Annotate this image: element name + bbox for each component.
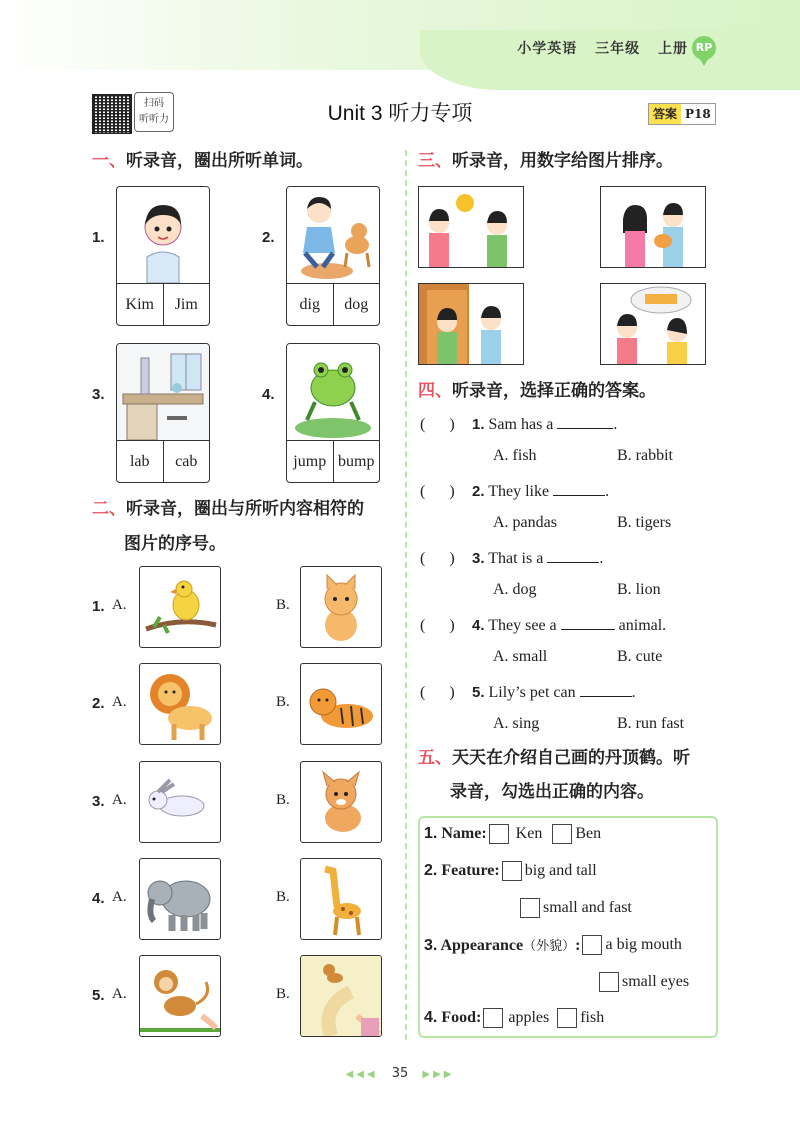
checkbox[interactable] [582, 935, 602, 955]
checkbox[interactable] [552, 824, 572, 844]
s1-q2-number: 2. [262, 229, 275, 246]
s4-q3-option-b[interactable]: B. lion [617, 581, 661, 598]
dog-image[interactable] [300, 761, 382, 843]
s1-card-4-words [287, 440, 379, 483]
s5-feature-option-2: small and fast [543, 899, 632, 916]
s5-feature-number: 2. [424, 862, 438, 879]
s4-q1-stem: Sam has a [488, 416, 554, 433]
word-option[interactable]: cab [163, 441, 210, 483]
word-option[interactable]: Jim [163, 284, 210, 326]
s4-q3-stem: That is a [488, 550, 544, 567]
s4-q1-end: . [613, 416, 618, 433]
column-divider [405, 150, 407, 1040]
s4-q1-number: 1. [472, 416, 485, 433]
s4-q2-option-a[interactable]: A. pandas [493, 514, 557, 531]
section-5-box [418, 816, 718, 1038]
s5-appearance-label: Appearance [440, 937, 524, 954]
elephant-image[interactable] [139, 858, 221, 940]
header-grade: 三年级 [595, 41, 641, 57]
section-2-text-2: 图片的序号。 [124, 534, 226, 554]
s4-q3-number: 3. [472, 550, 485, 567]
s1-card-4 [286, 343, 380, 483]
s2-q1-a-label[interactable]: A. [112, 597, 127, 613]
word-option[interactable]: lab [129, 453, 150, 470]
s1-q4-number: 4. [262, 386, 275, 403]
header-volume: 上册 [658, 41, 688, 57]
s2-q3-number: 3. [92, 793, 105, 810]
answer-blank[interactable] [547, 548, 599, 563]
s4-q1-option-a[interactable]: A. fish [493, 447, 537, 464]
s5-food-option-1: apples [508, 1009, 550, 1026]
s4-q2-end: . [605, 483, 610, 500]
s2-q4-b-label[interactable]: B. [276, 889, 290, 905]
s4-q5-option-b[interactable]: B. run fast [617, 715, 685, 732]
s5-food-option-2: fish [580, 1009, 605, 1026]
section-3-number: 三、 [418, 151, 452, 171]
s4-q2-number: 2. [472, 483, 485, 500]
rp-badge: RP [692, 36, 716, 60]
section-5-text-1: 天天在介绍自己画的丹顶鹤。听 [452, 748, 690, 768]
boy-digging-image [287, 187, 379, 283]
giraffe-image[interactable] [300, 858, 382, 940]
cat-image[interactable] [300, 566, 382, 648]
scene-kids-sun[interactable] [418, 186, 524, 268]
s2-q5-a-label[interactable]: A. [112, 986, 127, 1002]
checkbox[interactable] [520, 898, 540, 918]
s2-q3-b-label[interactable]: B. [276, 792, 290, 808]
s5-appearance-row-2 [597, 972, 689, 992]
s4-q1-option-b[interactable]: B. rabbit [617, 447, 673, 464]
s5-name-number: 1. [424, 825, 438, 842]
section-1-number: 一、 [92, 151, 126, 171]
s4-q4-end: animal. [618, 617, 667, 634]
word-option[interactable]: jump [293, 453, 327, 470]
word-option[interactable]: bump [333, 441, 380, 483]
s2-q2-number: 2. [92, 695, 105, 712]
s4-q4-option-a[interactable]: A. small [493, 648, 548, 665]
s2-q5-number: 5. [92, 987, 105, 1004]
section-1-title [92, 147, 313, 175]
s2-q2-b-label[interactable]: B. [276, 694, 290, 710]
section-4-title [418, 377, 656, 405]
section-2-text-1: 听录音，圈出与所听内容相符的 [126, 499, 364, 519]
s4-q5-number: 5. [472, 684, 485, 701]
scan-label-line2: 听听力 [139, 114, 169, 125]
s4-q3: ( ) 3. That is a . [420, 550, 604, 567]
monkey-path-image[interactable] [300, 955, 382, 1037]
s1-card-2-words [287, 283, 379, 326]
s4-q4-stem: They see a [488, 617, 557, 634]
s4-q2-option-b[interactable]: B. tigers [617, 514, 672, 531]
s5-feature-option-1: big and tall [524, 862, 597, 879]
s5-name-option-1: Ken [515, 825, 543, 842]
s5-name-option-2: Ben [575, 825, 602, 842]
answer-blank[interactable] [561, 615, 615, 630]
word-option[interactable]: Kim [125, 296, 154, 313]
s5-appearance-number: 3. [424, 937, 438, 954]
s2-q1-number: 1. [92, 598, 105, 615]
s4-q2: ( ) 2. They like . [420, 483, 610, 500]
s4-q3-option-a[interactable]: A. dog [493, 581, 537, 598]
s4-q4: ( ) 4. They see a animal. [420, 617, 667, 634]
s4-q5-option-a[interactable]: A. sing [493, 715, 540, 732]
boy-portrait-image [117, 187, 209, 283]
section-4-number: 四、 [418, 381, 452, 401]
checkbox[interactable] [489, 824, 509, 844]
s5-food-row: 4. Food: apples fish [424, 1009, 605, 1026]
answer-label: 答案 [649, 104, 681, 124]
answer-tag[interactable] [648, 103, 716, 125]
s5-appearance-row: 3. Appearance（外貌）: a big mouth [424, 936, 682, 954]
frog-image [287, 344, 379, 440]
checkbox[interactable] [599, 972, 619, 992]
page-title: Unit 3 听力专项 [327, 102, 473, 125]
s4-q1: ( ) 1. Sam has a . [420, 416, 618, 433]
answer-page: P18 [685, 107, 711, 121]
word-option[interactable]: dog [333, 284, 380, 326]
s1-card-1-words [117, 283, 209, 326]
section-2-title [92, 495, 364, 523]
s5-feature-row-2 [518, 898, 632, 918]
s4-q5: ( ) 5. Lily’s pet can . [420, 684, 636, 701]
s4-q4-option-b[interactable]: B. cute [617, 648, 663, 665]
s5-name-label: Name [441, 825, 482, 842]
s1-card-3-words [117, 440, 209, 483]
scene-kids-door[interactable] [418, 283, 524, 365]
checkbox[interactable] [483, 1008, 503, 1028]
section-2-number: 二、 [92, 499, 126, 519]
answer-blank[interactable] [580, 682, 632, 697]
monkey-image[interactable] [139, 955, 221, 1037]
section-3-text: 听录音，用数字给图片排序。 [452, 151, 673, 171]
s5-appearance-option-2: small eyes [622, 973, 690, 990]
section-1-text: 听录音，圈出所听单词。 [126, 151, 313, 171]
s1-card-3 [116, 343, 210, 483]
s4-q2-stem: They like [488, 483, 550, 500]
bird-image[interactable] [139, 566, 221, 648]
section-5-number: 五、 [418, 748, 452, 768]
s1-card-2 [286, 186, 380, 326]
s2-q4-number: 4. [92, 890, 105, 907]
lion-image[interactable] [139, 663, 221, 745]
s2-q3-a-label[interactable]: A. [112, 792, 127, 808]
word-option[interactable]: dig [299, 296, 320, 313]
section-4-text: 听录音，选择正确的答案。 [452, 381, 656, 401]
checkbox[interactable] [502, 861, 522, 881]
s5-name-row: 1. Name: Ken Ben [424, 825, 602, 842]
s5-appearance-option-1: a big mouth [605, 936, 682, 953]
s4-q5-end: . [631, 684, 636, 701]
section-5-title [418, 744, 690, 772]
tiger-image[interactable] [300, 663, 382, 745]
s4-q3-end: . [599, 550, 604, 567]
section-5-text-2: 录音，勾选出正确的内容。 [450, 782, 654, 802]
s5-feature-label: Feature [441, 862, 495, 879]
s4-q5-stem: Lily’s pet can [488, 684, 576, 701]
s1-q1-number: 1. [92, 229, 105, 246]
s1-q3-number: 3. [92, 386, 105, 403]
header-subject: 小学英语 [517, 41, 578, 57]
right-arrows-icon: ▶▶▶ [422, 1069, 455, 1080]
s5-feature-row: 2. Feature: big and tall [424, 862, 597, 879]
answer-blank[interactable] [557, 414, 613, 429]
s5-food-label: Food [441, 1009, 477, 1026]
scene-kids-zoo-thought[interactable] [600, 283, 706, 365]
checkbox[interactable] [557, 1008, 577, 1028]
section-3-title [418, 147, 673, 175]
page-number: 35 [391, 1066, 409, 1081]
rabbit-image[interactable] [139, 761, 221, 843]
scan-label-line1: 扫码 [144, 98, 164, 109]
scene-girl-cat[interactable] [600, 186, 706, 268]
s5-food-number: 4. [424, 1009, 438, 1026]
s2-q1-b-label[interactable]: B. [276, 597, 290, 613]
s2-q4-a-label[interactable]: A. [112, 889, 127, 905]
science-lab-image [117, 344, 209, 440]
s2-q5-b-label[interactable]: B. [276, 986, 290, 1002]
s1-card-1 [116, 186, 210, 326]
header-info [505, 38, 688, 58]
s4-q4-number: 4. [472, 617, 485, 634]
s5-appearance-chinese: （外貌） [523, 939, 576, 954]
answer-blank[interactable] [553, 481, 605, 496]
page-footer [0, 1066, 800, 1081]
s2-q2-a-label[interactable]: A. [112, 694, 127, 710]
left-arrows-icon: ◀◀◀ [345, 1069, 378, 1080]
